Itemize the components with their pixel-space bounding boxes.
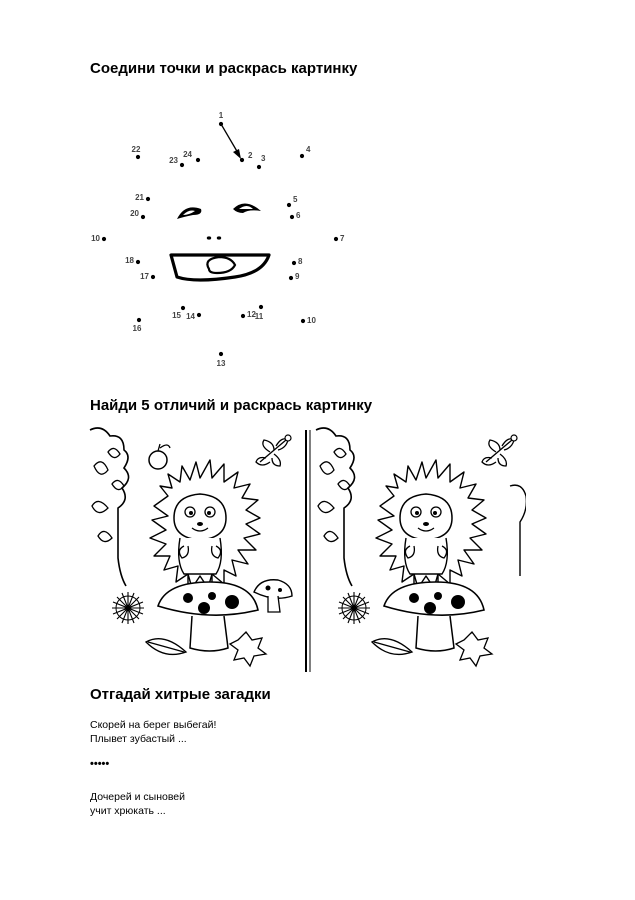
dot-label-14: 14: [186, 312, 195, 321]
dot-label-6: 6: [296, 211, 301, 220]
dot-label-8: 8: [298, 257, 303, 266]
start-arrow: [221, 124, 238, 153]
riddle-2-line-1: Дочерей и сыновей: [90, 791, 185, 803]
dot-23: [180, 163, 184, 167]
nose-left: [207, 236, 211, 239]
dot-4: [300, 154, 304, 158]
riddle-2-line-2: учит хрюкать ...: [90, 805, 166, 817]
dot-24: [196, 158, 200, 162]
dot-5: [287, 203, 291, 207]
dot-label-1: 1: [218, 111, 224, 120]
dot-label-16: 16: [132, 324, 142, 333]
left-picture: [90, 428, 292, 666]
dot-label-2: 2: [248, 151, 253, 160]
differences-section-title: Найди 5 отличий и раскрась картинку: [90, 397, 373, 414]
riddle-2: [90, 790, 185, 818]
riddles-section-title: Отгадай хитрые загадки: [90, 686, 271, 703]
dot-label-15: 15: [172, 311, 181, 320]
dot-21: [146, 197, 150, 201]
right-picture: [316, 428, 526, 666]
dot-2: [240, 158, 244, 162]
dot-label-10: 10: [307, 316, 316, 325]
dot-13: [219, 352, 223, 356]
dot-label-7: 7: [340, 234, 345, 243]
riddle-1-line-2: Плывет зубастый ...: [90, 733, 187, 745]
dot-11: [259, 305, 263, 309]
dot-1: [219, 122, 223, 126]
dot-label-23: 23: [169, 156, 178, 165]
dot-12: [241, 314, 245, 318]
dot-label-22: 22: [131, 145, 141, 154]
dot-label-3: 3: [261, 154, 266, 163]
dot-16: [137, 318, 141, 322]
dot-label-9: 9: [295, 272, 300, 281]
dot-17: [151, 275, 155, 279]
tongue: [207, 257, 235, 273]
dot-label-19: 10: [91, 234, 100, 243]
riddle-1: [90, 718, 216, 746]
dot-label-5: 5: [293, 195, 298, 204]
dot-20: [141, 215, 145, 219]
dot-label-18: 18: [125, 256, 134, 265]
dot-9: [289, 276, 293, 280]
dot-8: [292, 261, 296, 265]
dot-label-21: 21: [135, 193, 144, 202]
dot-18: [136, 260, 140, 264]
nose-right: [217, 236, 221, 239]
dot-label-13: 13: [216, 359, 226, 368]
arrow-head-icon: [233, 149, 241, 159]
dot-label-20: 20: [130, 209, 139, 218]
dot-label-4: 4: [306, 145, 311, 154]
dot-19: [102, 237, 106, 241]
dot-15: [181, 306, 185, 310]
riddle-1-line-1: Скорей на берег выбегай!: [90, 719, 217, 731]
connect-dots-sun-picture: [85, 105, 355, 370]
dot-3: [257, 165, 261, 169]
dots-section-title: Соедини точки и раскрась картинку: [90, 60, 358, 77]
dot-14: [197, 313, 201, 317]
dot-22: [136, 155, 140, 159]
spot-the-difference-picture: [88, 426, 526, 676]
dot-7: [334, 237, 338, 241]
dot-label-11: 11: [254, 312, 264, 321]
dot-6: [290, 215, 294, 219]
dot-label-12: 12: [247, 310, 256, 319]
riddle-separator: •••••: [90, 758, 110, 770]
dot-10: [301, 319, 305, 323]
dot-label-24: 24: [183, 150, 192, 159]
dot-label-17: 17: [140, 272, 149, 281]
